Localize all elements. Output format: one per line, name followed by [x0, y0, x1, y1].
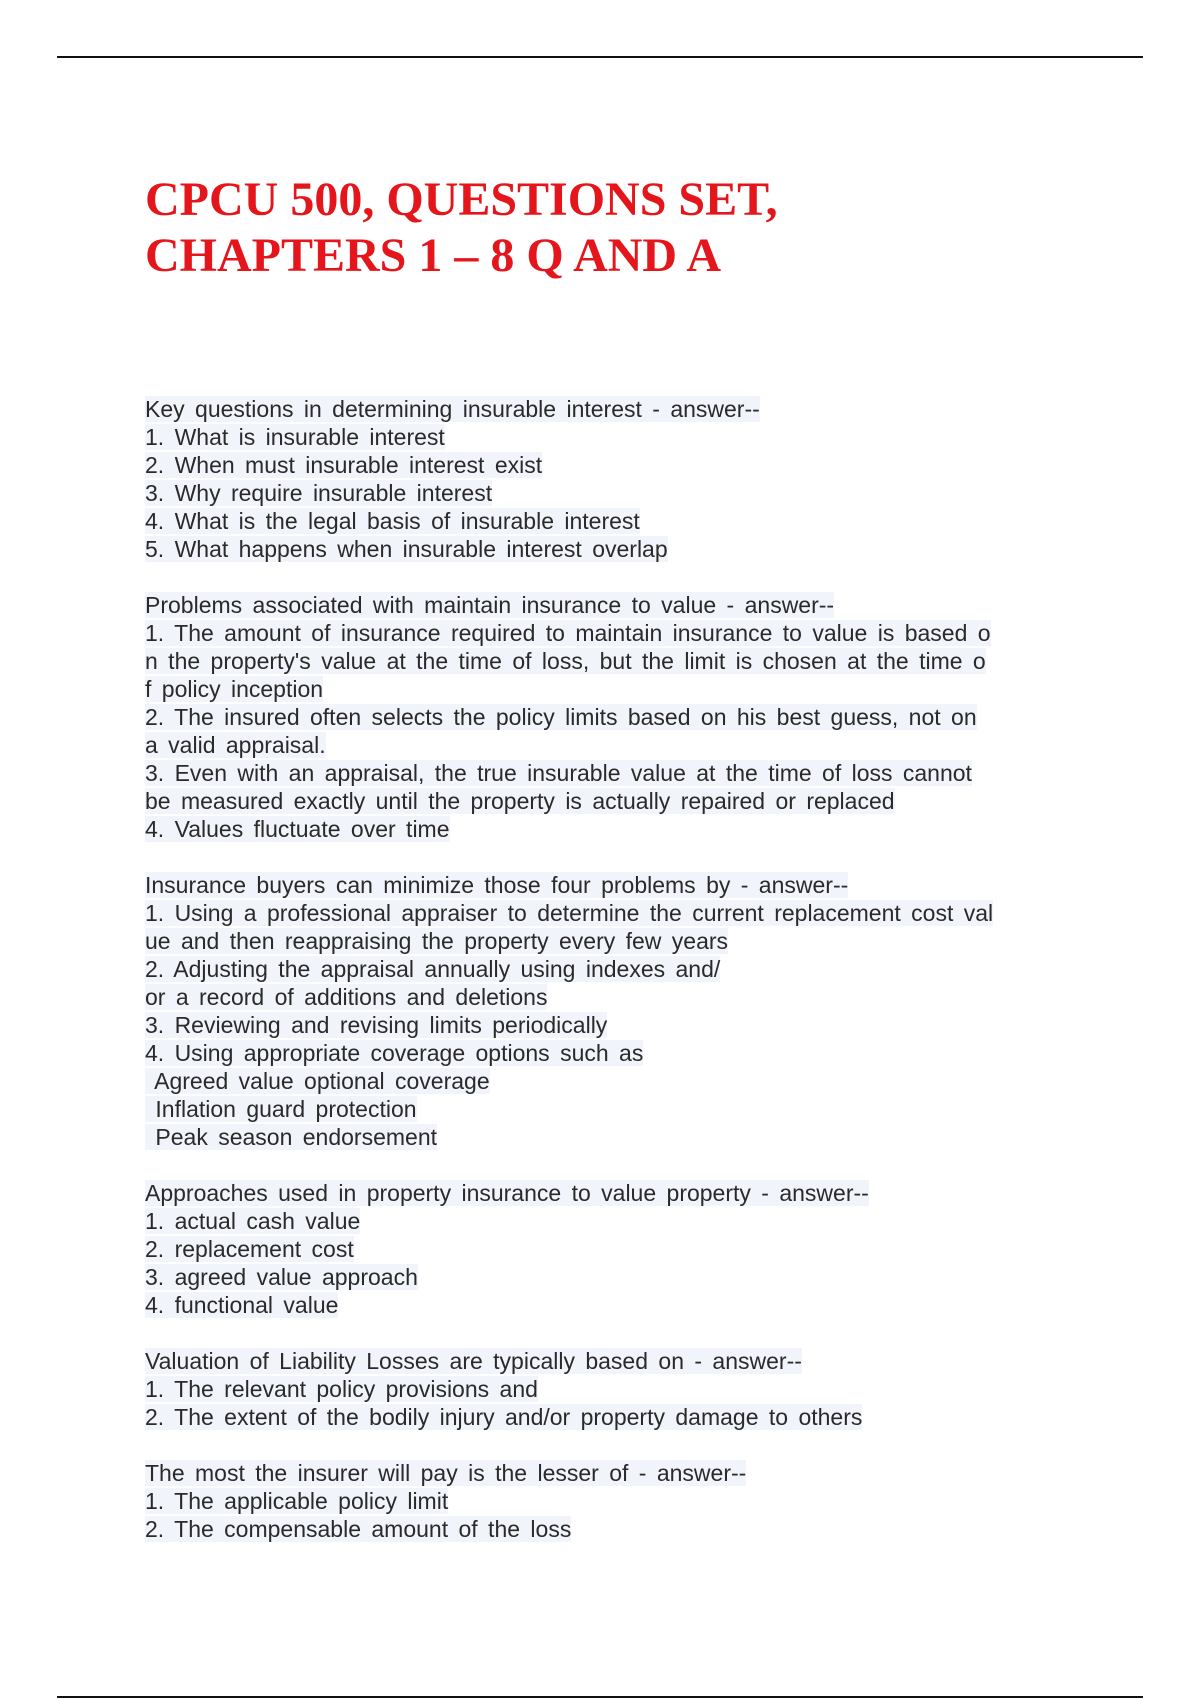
answer-line: 4. Using appropriate coverage options such as [145, 1040, 644, 1066]
answer-line: 4. functional value [145, 1292, 339, 1318]
answer-line: 4. Values fluctuate over time [145, 816, 450, 842]
question-line: Insurance buyers can minimize those four problems by - answer-- [145, 872, 849, 898]
question-line: Valuation of Liability Losses are typically based on - answer-- [145, 1348, 802, 1374]
header-rule [57, 56, 1143, 58]
answer-line: 3. Reviewing and revising limits periodically [145, 1012, 608, 1038]
answer-line: 5. What happens when insurable interest overlap [145, 536, 668, 562]
title-line: CPCU 500, QUESTIONS SET, [145, 173, 778, 226]
answer-line: 2. When must insurable interest exist [145, 452, 543, 478]
answer-line: be measured exactly until the property is actually repaired or replaced [145, 788, 895, 814]
answer-line: 1. What is insurable interest [145, 424, 445, 450]
question-line: Approaches used in property insurance to value property - answer-- [145, 1180, 869, 1206]
answer-line: 3. Why require insurable interest [145, 480, 493, 506]
answer-line: Agreed value optional coverage [145, 1068, 490, 1094]
document-title [145, 172, 1105, 284]
answer-line: 1. actual cash value [145, 1208, 361, 1234]
answer-line: 1. Using a professional appraiser to determine the current replacement cost val [145, 900, 994, 926]
qa-block-liability-losses [145, 1347, 1050, 1431]
answer-line: 3. Even with an appraisal, the true insurable value at the time of loss cannot [145, 760, 972, 786]
qa-block-valuation-approaches [145, 1179, 1050, 1319]
answer-line: a valid appraisal. [145, 732, 326, 758]
answer-line: Inflation guard protection [145, 1096, 417, 1122]
question-line: Problems associated with maintain insurance to value - answer-- [145, 592, 835, 618]
qa-block-insurable-interest [145, 395, 1050, 563]
answer-line: 2. Adjusting the appraisal annually using indexes and/ [145, 956, 721, 982]
answer-line: Peak season endorsement [145, 1124, 438, 1150]
answer-line: 2. The insured often selects the policy limits based on his best guess, not on [145, 704, 977, 730]
answer-line: 2. The extent of the bodily injury and/or property damage to others [145, 1404, 863, 1430]
question-line: Key questions in determining insurable interest - answer-- [145, 396, 760, 422]
answer-line: 4. What is the legal basis of insurable interest [145, 508, 640, 534]
answer-line: 1. The applicable policy limit [145, 1488, 449, 1514]
answer-line: n the property's value at the time of loss, but the limit is chosen at the time o [145, 648, 986, 674]
answer-line: 1. The amount of insurance required to maintain insurance to value is based o [145, 620, 991, 646]
answer-line: 1. The relevant policy provisions and [145, 1376, 538, 1402]
answer-line: ue and then reappraising the property every few years [145, 928, 729, 954]
title-line: CHAPTERS 1 – 8 Q AND A [145, 229, 722, 282]
qa-block-insurer-pays [145, 1459, 1050, 1543]
answer-line: 2. replacement cost [145, 1236, 354, 1262]
qa-block-insurance-to-value [145, 591, 1050, 843]
answer-line: 2. The compensable amount of the loss [145, 1516, 572, 1542]
footer-rule [57, 1696, 1143, 1698]
answer-line: 3. agreed value approach [145, 1264, 418, 1290]
question-line: The most the insurer will pay is the lesser of - answer-- [145, 1460, 747, 1486]
answer-line: or a record of additions and deletions [145, 984, 548, 1010]
qa-content [145, 395, 1050, 1571]
qa-block-minimize-problems [145, 871, 1050, 1151]
answer-line: f policy inception [145, 676, 324, 702]
